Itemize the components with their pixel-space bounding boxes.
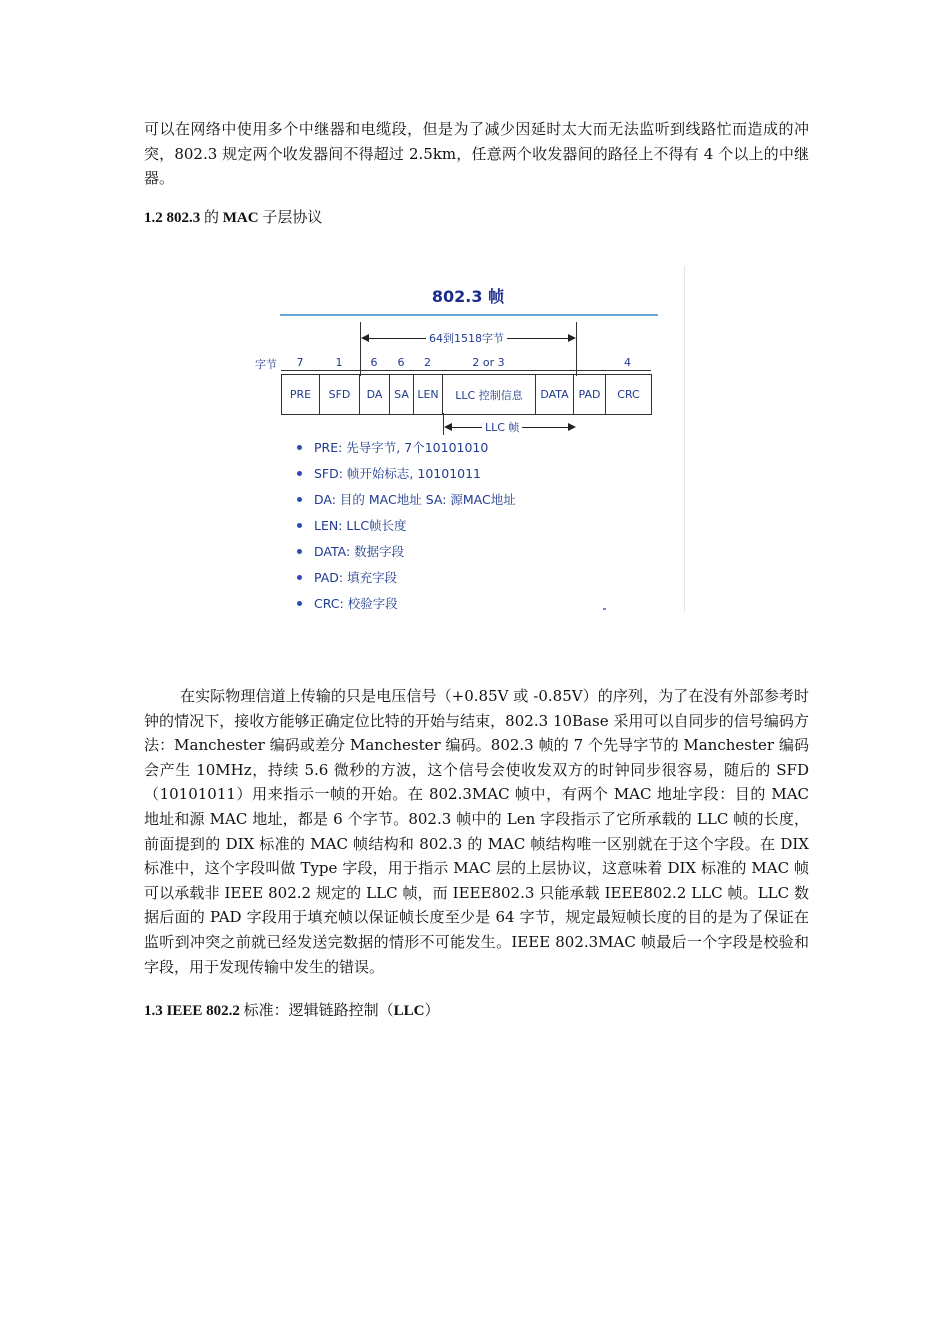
bullet-icon [297, 497, 302, 502]
figure-title: 802.3 帧 [431, 287, 505, 306]
heading-mac: MAC [222, 210, 259, 226]
section-heading-1-2 [144, 206, 322, 227]
legend-text: PAD: 填充字段 [314, 570, 398, 585]
legend-item [297, 512, 516, 538]
byte-count-llc: 2 or 3 [472, 356, 505, 369]
bullet-icon [297, 471, 302, 476]
paragraph-manchester: 在实际物理信道上传输的只是电压信号（+0.85V 或 -0.85V）的序列，为了在没有外部参考时钟的情况下，接收方能够正确定位比特的开始与结束，802.3 10Base 采用可以自同步的信号编码方法：Manchester 编码或差分 Manchester 编码。802.3 帧的 7 个先导字节的 Manchester 编码会产生 10MHz，持续 5.6 微秒的方波，这个信号会使收发双方的时钟同步很容易，随后的 SFD（10101011）用来指示一帧的开始。在 802.3MAC 帧中，有两个 MAC 地址字段：目的 MAC 地址和源 MAC 地址，都是 6 个字节。802.3 帧中的 Len 字段指示了它所承载的 LLC 帧的长度，前面提到的 DIX 标准的 MAC 帧结构和 802.3 的 MAC 帧结构唯一区别就在于这个字段。在 DIX 标准中，这个字段叫做 Type 字段，用于指示 MAC 层的上层协议，这意味着 DIX 标准的 MAC 帧可以承载非 IEEE 802.2 规定的 LLC 帧，而 IEEE802.3 只能承载 IEEE802.2 LLC 帧。LLC 数据后面的 PAD 字段用于填充帧以保证帧长度至少是 64 字节，规定最短帧长度的目的是为了保证在监听到冲突之前就已经发送完数据的情形不可能发生。IEEE 802.3MAC 帧最后一个字段是校验和字段，用于发现传输中发生的错误。 [144, 687, 809, 976]
frame-field-llc: LLC 控制信息 [443, 375, 536, 414]
span-right-boundary [576, 322, 577, 376]
legend-text: LEN: LLC帧长度 [314, 518, 407, 533]
byte-count-crc: 4 [624, 356, 631, 369]
legend-item [297, 564, 516, 590]
title-rule [280, 314, 658, 316]
legend-item [297, 538, 516, 564]
span-arrow-right [568, 334, 576, 342]
bytes-row-label: 字节 [255, 358, 277, 371]
llc-arrow-right [568, 423, 576, 431]
byte-count-da: 6 [370, 356, 378, 369]
bullet-icon [297, 575, 302, 580]
bullet-icon [297, 523, 302, 528]
heading-rest: 子层协议 [262, 210, 323, 226]
heading2-number: 1.3 IEEE 802.2 [144, 1003, 240, 1019]
figure-speck [603, 608, 606, 610]
heading-number: 1.2 802.3 [144, 210, 201, 226]
span-label-llc: LLC 帧 [482, 419, 522, 435]
heading-connector: 的 [204, 210, 220, 226]
bullet-icon [297, 445, 302, 450]
frame-field-pad: PAD [574, 375, 606, 414]
bullet-icon [297, 601, 302, 606]
legend-text: DA: 目的 MAC地址 SA: 源MAC地址 [314, 492, 516, 507]
frame-field-pre: PRE [282, 375, 320, 414]
legend-item [297, 460, 516, 486]
section-heading-1-3 [144, 999, 439, 1020]
heading2-end: ） [424, 1003, 440, 1019]
bytes-row-underline [281, 370, 651, 371]
legend-text: CRC: 校验字段 [314, 596, 398, 611]
frame-field-len: LEN [414, 375, 443, 414]
heading2-llc: LLC [393, 1003, 425, 1019]
frame-field-data: DATA [536, 375, 574, 414]
legend-item [297, 434, 516, 460]
span-label-top: 64到1518字节 [426, 330, 507, 346]
legend-item [297, 590, 516, 616]
legend-text: PRE: 先导字节, 7个10101010 [314, 440, 489, 455]
legend-text: DATA: 数据字段 [314, 544, 405, 559]
frame-field-da: DA [360, 375, 390, 414]
frame-field-table [281, 374, 652, 415]
byte-count-sa: 6 [397, 356, 405, 369]
field-legend-list [297, 434, 516, 616]
byte-count-sfd: 1 [335, 356, 343, 369]
mac-frame-figure [252, 266, 685, 612]
legend-text: SFD: 帧开始标志, 10101011 [314, 466, 482, 481]
byte-count-len: 2 [424, 356, 431, 369]
legend-item [297, 486, 516, 512]
paragraph-intro: 可以在网络中使用多个中继器和电缆段，但是为了减少因延时太大而无法监听到线路忙而造成的冲突，802.3 规定两个收发器间不得超过 2.5km，任意两个收发器间的路径上不得有 4 个以上的中继器。 [144, 120, 809, 188]
bullet-icon [297, 549, 302, 554]
frame-field-crc: CRC [617, 388, 640, 401]
heading2-middle: 标准：逻辑链路控制（ [243, 1003, 394, 1019]
frame-field-sfd: SFD [320, 375, 360, 414]
frame-field-sa: SA [390, 375, 414, 414]
byte-count-pre: 7 [296, 356, 304, 369]
